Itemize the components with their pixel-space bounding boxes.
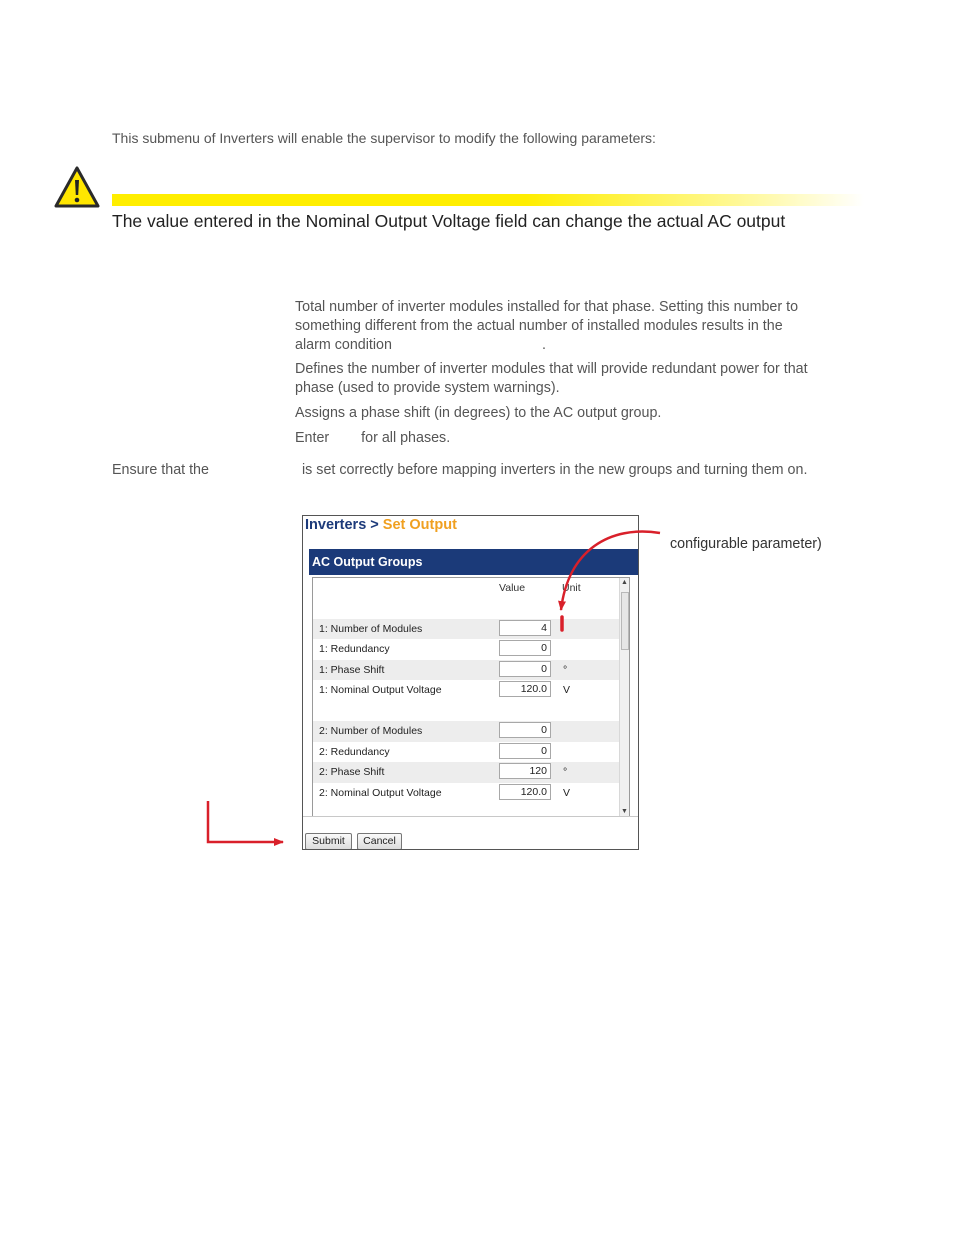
phase-shift-2-input[interactable]: 120: [499, 763, 551, 779]
breadcrumb-separator: >: [366, 517, 383, 533]
scroll-down-icon[interactable]: ▼: [621, 808, 628, 815]
description-line: Defines the number of inverter modules that will provide redundant power for that: [295, 361, 808, 377]
table-row: [313, 680, 619, 701]
row-label: 1: Phase Shift: [319, 663, 385, 676]
scroll-up-icon[interactable]: ▲: [621, 579, 628, 586]
description-line: something different from the actual number of installed modules results in the: [295, 318, 783, 334]
description-number-of-modules: [295, 298, 865, 355]
table-row: [313, 762, 619, 783]
description-pre: Enter: [295, 430, 330, 446]
phase-shift-1-input[interactable]: 0: [499, 661, 551, 677]
vertical-scrollbar[interactable]: [619, 578, 630, 816]
grid-header: [313, 578, 619, 598]
settings-grid: [312, 577, 630, 817]
description-line-text: alarm condition: [295, 337, 392, 353]
note-pre: Ensure that the: [112, 462, 209, 478]
row-label: 1: Redundancy: [319, 643, 390, 655]
nominal-output-voltage-2-input[interactable]: 120.0: [499, 784, 551, 800]
annotation-text: configurable parameter): [670, 536, 822, 552]
row-unit: °: [563, 766, 568, 778]
number-of-modules-2-input[interactable]: 0: [499, 722, 551, 738]
description-line: Total number of inverter modules installed for that phase. Setting this number to: [295, 299, 799, 315]
footer-divider: [303, 816, 639, 817]
nominal-output-voltage-1-input[interactable]: 120.0: [499, 681, 551, 697]
redundancy-2-input[interactable]: 0: [499, 743, 551, 759]
row-label: 2: Redundancy: [319, 745, 390, 758]
table-row: [313, 639, 619, 660]
breadcrumb: [305, 517, 457, 533]
row-unit: V: [563, 786, 571, 799]
description-redundancy: [295, 360, 865, 398]
description-line: [295, 336, 865, 355]
redundancy-1-input[interactable]: 0: [499, 640, 551, 656]
column-unit: Unit: [562, 582, 581, 594]
caution-text: The value entered in the Nominal Output Voltage field can change the actual AC output: [112, 211, 786, 231]
description-phase-shift: [295, 404, 865, 423]
row-unit: V: [563, 684, 571, 696]
scroll-thumb[interactable]: [621, 592, 629, 650]
table-row: [313, 721, 619, 742]
group-1-spacer: [313, 598, 619, 619]
submit-button[interactable]: Submit: [305, 833, 352, 850]
note-post: is set correctly before mapping inverters in the new groups and turning them on.: [302, 462, 808, 478]
description-line: Assigns a phase shift (in degrees) to the AC output group.: [295, 405, 662, 421]
description-nominal-voltage: [295, 429, 865, 448]
set-output-screenshot: [302, 515, 639, 850]
description-post: for all phases.: [361, 430, 451, 446]
number-of-modules-1-input[interactable]: 4: [499, 620, 551, 636]
breadcrumb-current: Set Output: [382, 517, 457, 533]
breadcrumb-inverters[interactable]: Inverters: [305, 517, 367, 533]
submit-arrow-icon: [208, 801, 283, 842]
panel-title: AC Output Groups: [309, 549, 639, 575]
description-suffix: .: [541, 337, 546, 353]
cancel-button[interactable]: Cancel: [357, 833, 402, 850]
description-line: phase (used to provide system warnings).: [295, 380, 560, 396]
caution-icon: [54, 166, 100, 208]
row-label: 2: Number of Modules: [319, 725, 423, 737]
table-row: [313, 783, 619, 804]
table-row: [313, 660, 619, 681]
row-label: 2: Phase Shift: [319, 766, 385, 778]
row-unit: °: [563, 663, 568, 676]
caution-bar: [112, 194, 864, 206]
row-label: 1: Nominal Output Voltage: [319, 684, 442, 696]
table-row: [313, 742, 619, 763]
column-value: Value: [499, 582, 526, 594]
table-row: [313, 619, 619, 640]
row-label: 2: Nominal Output Voltage: [319, 786, 442, 799]
group-separator: [313, 701, 619, 722]
intro-text: This submenu of Inverters will enable the supervisor to modify the following parameters:: [112, 130, 656, 146]
row-label: 1: Number of Modules: [319, 622, 423, 635]
